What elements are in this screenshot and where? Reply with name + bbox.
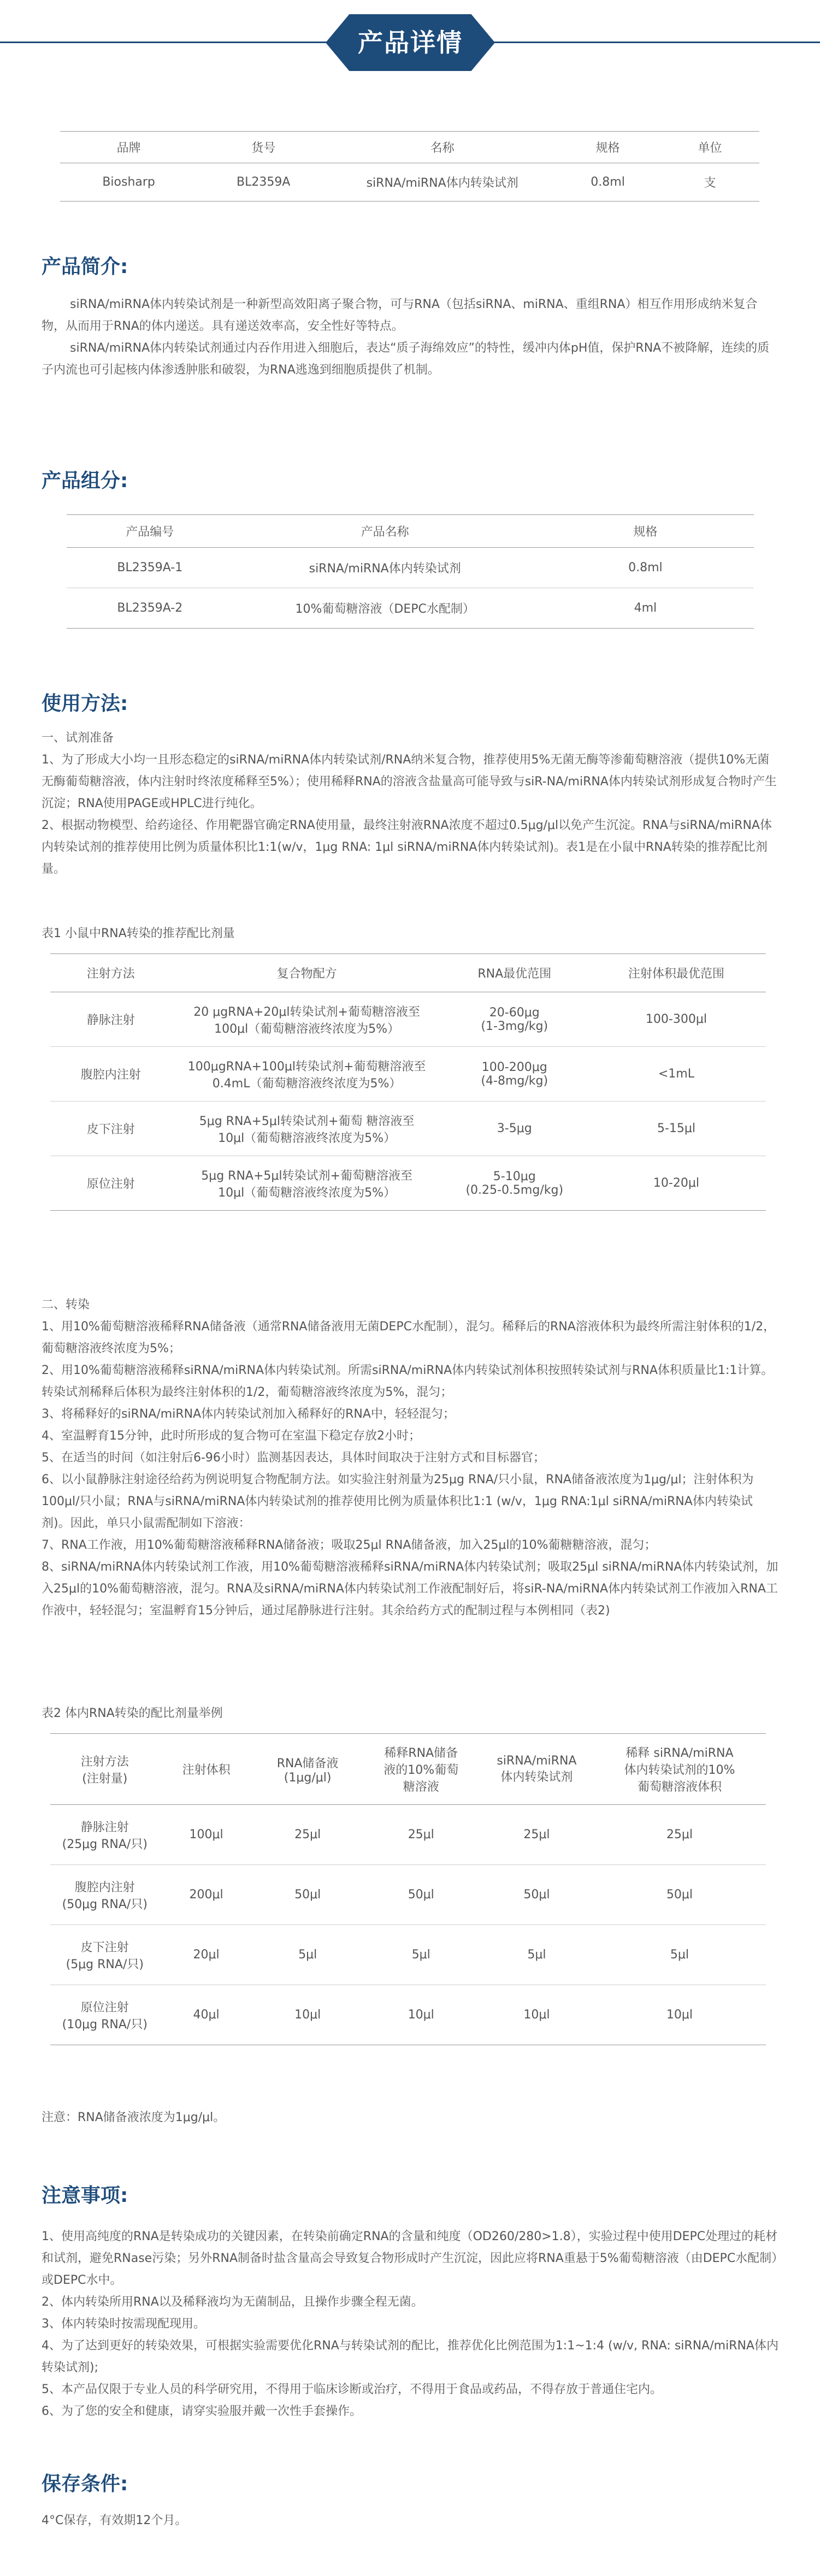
components-cell: BL2359A-1 <box>67 548 233 588</box>
header-line: 稀释 siRNA/miRNA <box>626 1746 734 1760</box>
precaution-item: 2、体内转染所用RNA以及稀释液均为无菌制品，且操作步骤全程无菌。 <box>42 2295 423 2309</box>
table1-header: 注射体积最优范围 <box>587 954 766 992</box>
table2-cell: 25μl <box>253 1805 362 1865</box>
method-line: (25μg RNA/只) <box>62 1837 148 1851</box>
table1-header: 复合物配方 <box>172 954 443 992</box>
intro-title: 产品简介: <box>42 256 128 278</box>
table2-cell: 20μl <box>160 1925 253 1985</box>
components-header-spec: 规格 <box>537 515 754 548</box>
table2-cell: 10μl <box>523 2008 550 2022</box>
table2-note: 注意：RNA储备液浓度为1μg/μl。 <box>42 2111 226 2124</box>
header-line: (1μg/μl) <box>284 1770 332 1785</box>
transfect-item: 5、在适当的时间（如注射后6-96小时）监测基因表达，具体时间取决于注射方式和目标器官； <box>42 1451 545 1465</box>
intro-body <box>42 294 779 381</box>
method-line: (50μg RNA/只) <box>62 1897 148 1911</box>
info-cell-name: siRNA/miRNA体内转染试剂 <box>366 176 518 190</box>
range-line: (4-8mg/kg) <box>481 1074 548 1088</box>
table1-range <box>443 1156 587 1211</box>
table1-range <box>443 1047 587 1102</box>
header-line: RNA储备液 <box>276 1756 339 1770</box>
table2-cell: 10μl <box>666 2008 693 2022</box>
table1-header: 注射方法 <box>50 954 172 992</box>
table1-range <box>443 1102 587 1156</box>
info-header-name: 名称 <box>329 132 555 163</box>
header-line: 注射体积 <box>182 1763 231 1777</box>
table1-method: 原位注射 <box>86 1177 135 1191</box>
components-cell: 0.8ml <box>537 548 754 588</box>
table1-method: 静脉注射 <box>50 992 172 1047</box>
table2-header <box>160 1734 253 1805</box>
table2-cell: 5μl <box>253 1925 362 1985</box>
range-line: (0.25-0.5mg/kg) <box>465 1183 564 1197</box>
transfect-item: 2、用10%葡萄糖溶液稀释siRNA/miRNA体内转染试剂。所需siRNA/miRNA体内转染试剂体积按照转染试剂与RNA体积质量比1:1计算。转染试剂稀释后体积为最终注射体积的1/2，葡萄糖溶液终浓度为5%，混匀； <box>42 1364 774 1399</box>
table1-formula <box>172 1156 443 1211</box>
prep-section <box>42 727 779 880</box>
table1-formula <box>172 1102 443 1156</box>
table1-formula <box>172 1047 443 1102</box>
precaution-item: 3、体内转染时按需现配现用。 <box>42 2317 205 2331</box>
table1-volume: <1mL <box>587 1047 766 1102</box>
method-line: (10μg RNA/只) <box>62 2017 148 2032</box>
table2-method <box>50 1925 160 1985</box>
range-line: 5-10μg <box>493 1169 536 1183</box>
table2-cell: 50μl <box>593 1865 766 1925</box>
info-header-catalog: 货号 <box>197 132 329 163</box>
header-line: 液的10%葡萄 <box>384 1763 459 1777</box>
components-cell: 10%葡萄糖溶液（DEPC水配制） <box>295 602 475 616</box>
table2-method <box>50 1985 160 2045</box>
table1-volume: 100-300μl <box>587 992 766 1047</box>
info-cell-brand: Biosharp <box>102 175 155 189</box>
components-cell: 4ml <box>634 601 657 615</box>
method-line: (5μg RNA/只) <box>66 1957 144 1971</box>
precaution-item: 1、使用高纯度的RNA是转染成功的关键因素，在转染前确定RNA的含量和纯度（OD260/280>1.8），实验过程中使用DEPC处理过的耗材和试剂，避免RNase污染；另外RNA制备时盐含量高会导致复合物形成时产生沉淀，因此应将RNA重悬于5%葡萄糖溶液（由DEPC水配制）或DEPC水中。 <box>42 2230 778 2287</box>
components-cell: siRNA/miRNA体内转染试剂 <box>233 548 537 588</box>
method-line: 皮下注射 <box>80 1940 129 1955</box>
header-line: (注射量) <box>82 1772 128 1786</box>
table2-cell: 50μl <box>362 1865 480 1925</box>
table1-volume: 5-15μl <box>587 1102 766 1156</box>
precaution-item: 5、本产品仅限于专业人员的科学研究用，不得用于临床诊断或治疗，不得用于食品或药品，不得存放于普通住宅内。 <box>42 2383 663 2396</box>
formula-line: 10μl（葡萄糖溶液终浓度为5%） <box>218 1131 396 1145</box>
table2-cell: 100μl <box>160 1805 253 1865</box>
transfect-item: 7、RNA工作液，用10%葡萄糖溶液稀释RNA储备液；吸取25μl RNA储备液，加入25μl的10%葡糖糖溶液，混匀； <box>42 1538 657 1552</box>
method-line: 腹腔内注射 <box>74 1880 135 1894</box>
header-line: 糖溶液 <box>403 1780 439 1794</box>
transfect-item: 8、siRNA/miRNA体内转染试剂工作液，用10%葡萄糖溶液稀释siRNA/miRNA体内转染试剂；吸取25μl siRNA/miRNA体内转染试剂，加入25μl的10%葡萄糖溶液，混匀。RNA及siRNA/miRNA体内转染试剂工作液配制好后，将siR-NA/miRNA体内转染试剂工作液加入RNA工作液中，轻轻混匀；室温孵育15分钟后，通过尾静脉进行注射。其余给药方式的配制过程与本例相同（表2) <box>42 1560 778 1618</box>
intro-paragraph: siRNA/miRNA体内转染试剂通过内吞作用进入细胞后，表达“质子海绵效应”的特性，缓冲内体pH值，保护RNA不被降解，连续的质子内流也可引起核内体渗透肿胀和破裂，为RNA逃逸到细胞质提供了机制。 <box>42 341 770 377</box>
info-cell-spec: 0.8ml <box>591 175 625 189</box>
header-line: siRNA/miRNA <box>497 1754 577 1768</box>
table2-cell: 5μl <box>480 1925 593 1985</box>
table2-header <box>50 1734 160 1805</box>
transfect-item: 1、用10%葡萄糖溶液稀释RNA储备液（通常RNA储备液用无菌DEPC水配制），混匀。稀释后的RNA溶液体积为最终所需注射体积的1/2，葡萄糖溶液终浓度为5%； <box>42 1320 776 1355</box>
table2 <box>50 1733 766 2045</box>
table1-method: 腹腔内注射 <box>50 1047 172 1102</box>
header-line: 稀释RNA储备 <box>384 1746 458 1760</box>
table2-cell: 25μl <box>593 1805 766 1865</box>
prep-title: 一、试剂准备 <box>42 731 114 745</box>
prep-item: 2、根据动物模型、给药途径、作用靶器官确定RNA使用量，最终注射液RNA浓度不超过0.5μg/μl以免产生沉淀。RNA与siRNA/miRNA体内转染试剂的推荐使用比例为质量体积比1:1(w/v，1μg RNA: 1μl siRNA/miRNA体内转染试剂)。表1是在小鼠中RNA转染的推荐配比剂量。 <box>42 819 772 876</box>
method-line: 原位注射 <box>80 2000 129 2015</box>
table2-cell: 25μl <box>480 1805 593 1865</box>
table2-method <box>50 1865 160 1925</box>
table1 <box>50 954 766 1211</box>
transfect-section <box>42 1294 779 1622</box>
table1-caption: 表1 小鼠中RNA转染的推荐配比剂量 <box>42 927 235 940</box>
table2-cell: 10μl <box>408 2008 434 2022</box>
formula-line: 5μg RNA+5μl转染试剂+葡萄糖溶液至 <box>201 1169 412 1183</box>
table1-method: 皮下注射 <box>50 1102 172 1156</box>
transfect-item: 3、将稀释好的siRNA/miRNA体内转染试剂加入稀释好的RNA中，轻轻混匀； <box>42 1407 455 1421</box>
header-line: 葡萄糖溶液体积 <box>637 1780 722 1794</box>
components-cell: BL2359A-2 <box>117 601 183 615</box>
header-line: 体内转染试剂 <box>500 1770 573 1784</box>
range-line: 100-200μg <box>481 1060 547 1074</box>
info-table <box>60 131 759 202</box>
formula-line: 5μg RNA+5μl转染试剂+葡萄 糖溶液至 <box>199 1114 415 1128</box>
table2-caption: 表2 体内RNA转染的配比剂量举例 <box>42 1707 223 1720</box>
storage-text: 4°C保存，有效期12个月。 <box>42 2514 187 2527</box>
table2-header <box>480 1734 593 1805</box>
table2-header <box>253 1734 362 1805</box>
table2-cell: 50μl <box>480 1865 593 1925</box>
table2-header <box>362 1734 480 1805</box>
components-header-name: 产品名称 <box>233 515 537 548</box>
prep-item: 1、为了形成大小均一且形态稳定的siRNA/miRNA体内转染试剂/RNA纳米复合物，推荐使用5%无菌无酶等渗葡萄糖溶液（提供10%无菌无酶葡萄糖溶液，体内注射时终浓度稀释至5%）；使用稀释RNA的溶液含盐量高可能导致与siR-NA/miRNA体内转染试剂形成复合物时产生沉淀；RNA使用PAGE或HPLC进行纯化。 <box>42 753 777 810</box>
precaution-item: 6、为了您的安全和健康，请穿实验服并戴一次性手套操作。 <box>42 2405 362 2418</box>
transfect-item: 4、室温孵育15分钟，此时所形成的复合物可在室温下稳定存放2小时； <box>42 1429 421 1443</box>
info-header-spec: 规格 <box>555 132 660 163</box>
table2-cell: 200μl <box>160 1865 253 1925</box>
range-line: 3-5μg <box>497 1122 532 1135</box>
info-cell-catalog: BL2359A <box>237 175 291 189</box>
precautions-title: 注意事项: <box>42 2184 128 2207</box>
info-header-unit: 单位 <box>660 132 759 163</box>
storage-title: 保存条件: <box>42 2473 128 2495</box>
usage-title: 使用方法: <box>42 692 128 715</box>
formula-line: 100μgRNA+100μl转染试剂+葡萄糖溶液至 <box>187 1059 426 1074</box>
table1-volume: 10-20μl <box>653 1176 699 1190</box>
precaution-item: 4、为了达到更好的转染效果，可根据实验需要优化RNA与转染试剂的配比，推荐优化比例范围为1:1~1:4 (w/v, RNA: siRNA/miRNA体内转染试剂); <box>42 2339 778 2374</box>
table2-method <box>50 1805 160 1865</box>
table2-cell: 40μl <box>193 2008 220 2022</box>
table2-cell: 50μl <box>253 1865 362 1925</box>
table2-cell: 5μl <box>362 1925 480 1985</box>
formula-line: 20 μgRNA+20μl转染试剂+葡萄糖溶液至 <box>193 1005 420 1019</box>
table2-cell: 10μl <box>294 2008 321 2022</box>
table2-cell: 25μl <box>362 1805 480 1865</box>
transfect-item: 6、以小鼠静脉注射途径给药为例说明复合物配制方法。如实验注射剂量为25μg RNA/只小鼠，RNA储备液浓度为1μg/μl；注射体积为100μl/只小鼠；RNA与siRNA/miRNA体内转染试剂的推荐使用比例为质量体积比1:1 (w/v，1μg RNA:1μl siRNA/miRNA体内转染试剂)。因此，单只小鼠需配制如下溶液： <box>42 1473 754 1530</box>
table1-header: RNA最优范围 <box>443 954 587 992</box>
components-title: 产品组分: <box>42 470 128 492</box>
table2-header <box>593 1734 766 1805</box>
components-table <box>67 514 754 629</box>
intro-paragraph: siRNA/miRNA体内转染试剂是一种新型高效阳离子聚合物，可与RNA（包括siRNA、miRNA、重组RNA）相互作用形成纳米复合物，从而用于RNA的体内递送。具有递送效率高，安全性好等特点。 <box>42 298 758 333</box>
method-line: 静脉注射 <box>80 1820 129 1834</box>
table1-range <box>443 992 587 1047</box>
components-header-id: 产品编号 <box>67 515 233 548</box>
precautions-body <box>42 2226 779 2423</box>
header-line: 体内转染试剂的10% <box>624 1763 735 1777</box>
page-title: 产品详情 <box>358 28 463 57</box>
formula-line: 0.4mL（葡萄糖溶液终浓度为5%） <box>212 1076 402 1091</box>
header-banner <box>0 0 820 87</box>
header-line: 注射方法 <box>80 1755 129 1769</box>
formula-line: 100μl（葡萄糖溶液终浓度为5%） <box>214 1022 400 1036</box>
info-cell-unit: 支 <box>704 176 716 190</box>
info-header-brand: 品牌 <box>60 132 197 163</box>
transfect-title: 二、转染 <box>42 1298 90 1312</box>
formula-line: 10μl（葡萄糖溶液终浓度为5%） <box>218 1186 396 1200</box>
table2-cell: 5μl <box>593 1925 766 1985</box>
table1-formula <box>172 992 443 1047</box>
range-line: 20-60μg <box>489 1005 540 1020</box>
range-line: (1-3mg/kg) <box>481 1019 548 1033</box>
